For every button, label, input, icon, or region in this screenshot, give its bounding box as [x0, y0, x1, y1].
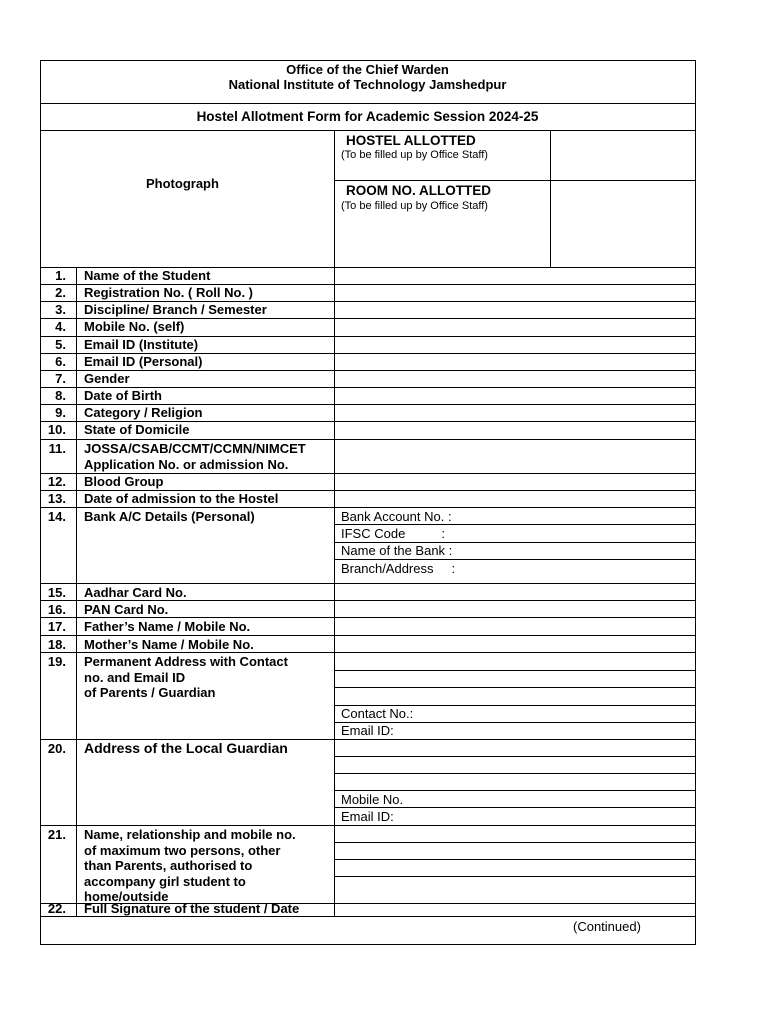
row-number: 2. [55, 285, 66, 300]
room-allotted-title: ROOM NO. ALLOTTED [346, 183, 491, 198]
row-label-state-of-domicile: State of Domicile [84, 422, 190, 437]
row-number: 18. [47, 637, 66, 652]
row-number: 7. [55, 371, 66, 386]
row-number: 13. [47, 491, 66, 506]
row-label-local-guardian: Address of the Local Guardian [84, 740, 288, 756]
row-label-student-name: Name of the Student [84, 268, 211, 283]
bank-name-label: Name of the Bank : [341, 543, 453, 558]
institute-name: National Institute of Technology Jamshedpur [228, 77, 507, 92]
continued-note: (Continued) [573, 919, 641, 934]
row-label-father: Father’s Name / Mobile No. [84, 619, 251, 634]
row-number: 6. [55, 354, 66, 369]
row-label-signature: Full Signature of the student / Date [84, 901, 300, 916]
row-label-email-institute: Email ID (Institute) [84, 337, 199, 352]
row-number: 12. [47, 474, 66, 489]
room-allotted-note: (To be filled up by Office Staff) [341, 200, 488, 212]
row-label-registration-no: Registration No. ( Roll No. ) [84, 285, 253, 300]
row-label-admission-date: Date of admission to the Hostel [84, 491, 279, 506]
office-name: Office of the Chief Warden [286, 62, 449, 77]
row-number: 16. [47, 602, 66, 617]
row-label-discipline: Discipline/ Branch / Semester [84, 302, 267, 317]
hostel-allotted-title: HOSTEL ALLOTTED [346, 133, 476, 148]
guardian-mobile-label: Mobile No. [341, 792, 404, 807]
row-number: 14. [47, 509, 66, 524]
row-label-gender: Gender [84, 371, 130, 386]
form-title: Hostel Allotment Form for Academic Session 2024-25 [196, 109, 539, 124]
parent-email-label: Email ID: [341, 723, 394, 738]
row-label-application-no: JOSSA/CSAB/CCMT/CCMN/NIMCET Application No. or admission No. [84, 441, 306, 472]
row-number: 17. [47, 619, 66, 634]
hostel-allotted-note: (To be filled up by Office Staff) [341, 149, 488, 161]
row-number: 8. [55, 388, 66, 403]
row-label-email-personal: Email ID (Personal) [84, 354, 203, 369]
guardian-email-label: Email ID: [341, 809, 394, 824]
row-number: 5. [55, 337, 66, 352]
branch-address-label: Branch/Address : [341, 561, 456, 576]
row-label-blood-group: Blood Group [84, 474, 164, 489]
row-number: 11. [48, 441, 66, 456]
row-number: 20. [47, 741, 66, 756]
row-number: 15. [47, 585, 66, 600]
row-label-mobile-no: Mobile No. (self) [84, 319, 185, 334]
row-number: 3. [55, 302, 66, 317]
row-number: 19. [47, 654, 66, 669]
row-label-date-of-birth: Date of Birth [84, 388, 162, 403]
bank-account-no-label: Bank Account No. : [341, 509, 452, 524]
row-number: 4. [55, 319, 66, 334]
row-number: 10. [47, 422, 66, 437]
row-label-category: Category / Religion [84, 405, 203, 420]
row-number: 9. [55, 405, 66, 420]
row-label-pan: PAN Card No. [84, 602, 169, 617]
parent-contact-no-label: Contact No.: [341, 706, 414, 721]
row-label-permanent-address: Permanent Address with Contact no. and Email ID of Parents / Guardian [84, 654, 288, 700]
row-label-mother: Mother’s Name / Mobile No. [84, 637, 254, 652]
row-number: 21. [47, 827, 66, 842]
row-label-bank-details: Bank A/C Details (Personal) [84, 509, 255, 524]
photograph-box-label: Photograph [146, 176, 219, 191]
row-label-authorised-persons: Name, relationship and mobile no. of maximum two persons, other than Parents, authorised to accompany girl student to home/outside [84, 827, 296, 904]
row-number: 22. [47, 901, 66, 916]
row-label-aadhar: Aadhar Card No. [84, 585, 187, 600]
row-number: 1. [55, 268, 66, 283]
ifsc-code-label: IFSC Code : [341, 526, 446, 541]
